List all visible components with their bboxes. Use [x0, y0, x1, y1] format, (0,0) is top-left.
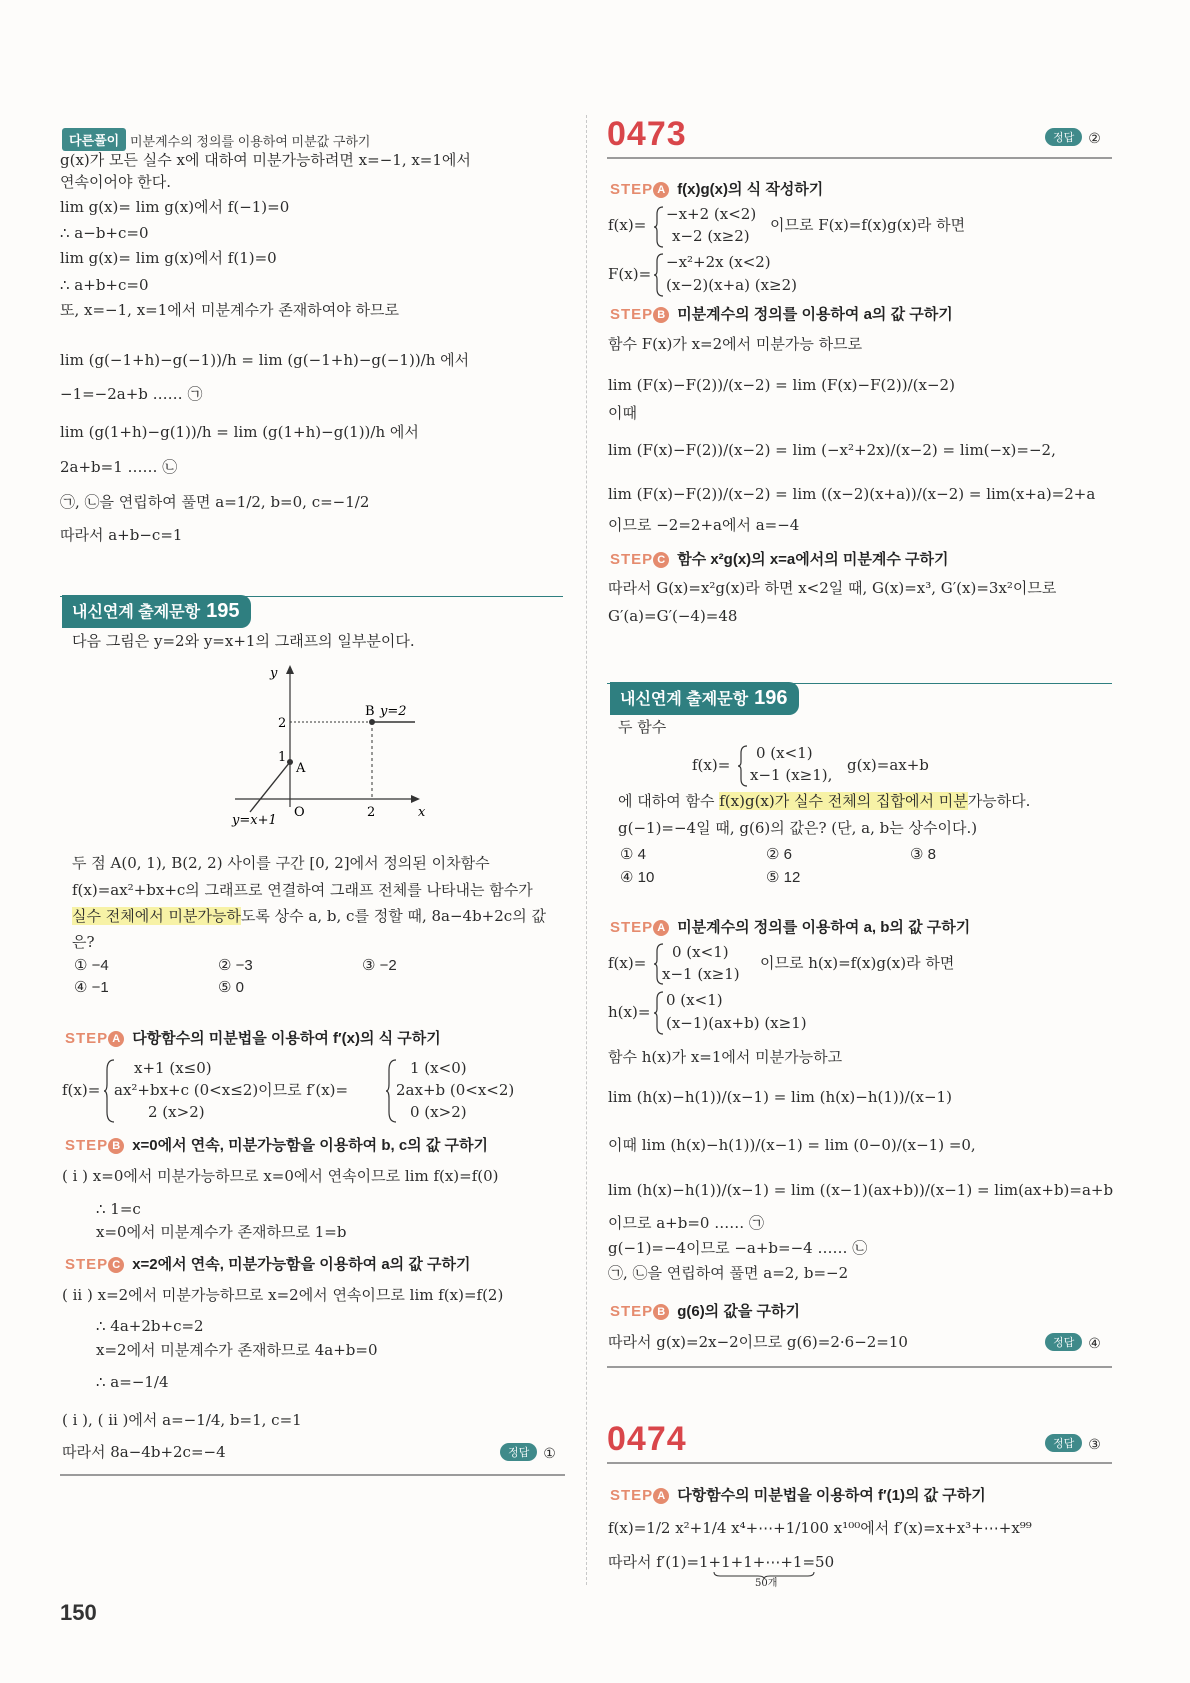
alt-line-5: ∴ a+b+c=0 — [60, 276, 149, 294]
step-196-b-mark: B — [653, 1304, 669, 1320]
choice-196-5[interactable]: ⑤ 12 — [766, 869, 801, 886]
step-196-a-line-4: h(x)= — [608, 1003, 651, 1021]
step-0473-c-mark: C — [653, 552, 669, 568]
answer-0473-value: ② — [1088, 130, 1101, 146]
choice-195-3[interactable]: ③ −2 — [362, 957, 397, 974]
rule-196-bottom — [607, 1366, 1112, 1368]
answer-0473-pill: 정답 — [1045, 128, 1082, 146]
graph-line-yx1 — [250, 762, 290, 812]
answer-0474-value: ③ — [1088, 1436, 1101, 1452]
def196-line-2: x−1 (x≥1), — [750, 766, 833, 784]
graph-x-label: x — [418, 805, 426, 820]
graph-tick-y1: 1 — [278, 750, 287, 765]
alt-line-3: ∴ a−b+c=0 — [60, 224, 149, 242]
step-0474-a-line-0: f(x)=1/2 x²+1/4 x⁴+⋯+1/100 x¹⁰⁰에서 f′(x)=x+x³+⋯+x⁹⁹ — [608, 1519, 1032, 1537]
answer-0474-pill: 정답 — [1045, 1434, 1082, 1452]
step-0473-b-label: STEP — [610, 306, 654, 323]
column-divider — [586, 115, 587, 1585]
brace-0473-F — [654, 252, 664, 298]
step-0473-a — [610, 178, 823, 199]
step-196-a-line-5: 0 (x<1) — [666, 991, 723, 1009]
step-0473-c-label: STEP — [610, 551, 654, 568]
problem-0473-number: 0473 — [607, 115, 687, 153]
step-196-a — [610, 916, 970, 937]
step-0474-a-title: 다항함수의 미분법을 이용하여 f′(1)의 값 구하기 — [677, 1487, 986, 1504]
graph-label-yx1: y=x+1 — [232, 813, 277, 828]
alt-line-2: lim g(x)= lim g(x)에서 f(−1)=0 — [60, 198, 290, 216]
step-196-b — [610, 1300, 800, 1321]
step-0473-c-line-0: 따라서 G(x)=x²g(x)라 하면 x<2일 때, G(x)=x³, G′(x)=3x²이므로 — [608, 579, 1057, 597]
step-195-b-line-0: ( i ) x=0에서 미분가능하므로 x=0에서 연속이므로 lim f(x)=f(0) — [62, 1167, 499, 1185]
choice-195-1[interactable]: ① −4 — [74, 957, 109, 974]
f-eq-195: f(x)= — [62, 1081, 101, 1099]
q195-line-1: f(x)=ax²+bx+c의 그래프로 연결하여 그래프 전체를 나타내는 함수가 — [72, 881, 533, 899]
choice-196-4[interactable]: ④ 10 — [620, 869, 655, 886]
step-196-b-title: g(6)의 값을 구하기 — [677, 1303, 800, 1320]
problem-196-intro: 두 함수 — [618, 718, 667, 736]
step-196-a-line-9: 이때 lim (h(x)−h(1))/(x−1) = lim (0−0)/(x−1) =0, — [608, 1136, 976, 1154]
step-195-b-label: STEP — [65, 1137, 109, 1154]
step-0473-a-line-6: (x−2)(x+a) (x≥2) — [666, 276, 797, 294]
alt-line-1: 연속이어야 한다. — [60, 173, 171, 191]
q196-pre: 에 대하여 함수 — [618, 792, 720, 810]
brace-0473-f — [654, 205, 664, 249]
left-bottom-rule — [60, 1474, 565, 1476]
step-196-a-line-10: lim (h(x)−h(1))/(x−1) = lim ((x−1)(ax+b))/(x−1) = lim(ax+b)=a+b — [608, 1181, 1114, 1199]
step-0474-a-label: STEP — [610, 1487, 654, 1504]
problem-195-banner-number: 195 — [206, 600, 240, 622]
graph-x-arrow — [411, 795, 420, 803]
step-195-b-line-2: x=0에서 미분계수가 존재하므로 1=b — [96, 1223, 347, 1241]
choice-195-2[interactable]: ② −3 — [218, 957, 253, 974]
q195-line-2 — [72, 906, 546, 926]
step-195-c-line-0: ( ii ) x=2에서 미분가능하므로 x=2에서 연속이므로 lim f(x)=f(2) — [62, 1286, 504, 1304]
step-195-a-line-4: 2ax+b (0<x<2) — [396, 1081, 515, 1099]
step-0473-b-line-4: lim (F(x)−F(2))/(x−2) = lim ((x−2)(x+a))/(x−2) = lim(x+a)=2+a — [608, 485, 1096, 503]
step-196-a-label: STEP — [610, 919, 654, 936]
graph-point-b — [369, 719, 375, 725]
step-0473-a-line-3: 이므로 F(x)=f(x)g(x)라 하면 — [770, 216, 966, 234]
step-195-c — [65, 1253, 470, 1274]
answer-195 — [500, 1443, 556, 1462]
step-0474-a-line-2: 50개 — [755, 1578, 778, 1589]
rule-0474 — [607, 1462, 1112, 1464]
step-196-a-line-11: 이므로 a+b=0 …… ㉠ — [608, 1214, 764, 1232]
step-195-c-line-3: ∴ a=−1/4 — [96, 1373, 169, 1391]
graph-label-y2: y=2 — [380, 704, 407, 719]
step-195-a-mark: A — [108, 1031, 124, 1047]
step-195-a-line-5: 0 (x>2) — [410, 1103, 467, 1121]
step-0473-a-line-0: f(x)= — [608, 216, 647, 234]
step-196-a-line-6: (x−1)(ax+b) (x≥1) — [666, 1014, 807, 1032]
step-0473-b-line-5: 이므로 −2=2+a에서 a=−4 — [608, 516, 800, 534]
graph-tick-y2: 2 — [278, 716, 287, 731]
answer-196-pill: 정답 — [1045, 1333, 1082, 1351]
step-0473-b — [610, 303, 953, 324]
step-195-c-line-1: ∴ 4a+2b+c=2 — [96, 1317, 204, 1335]
answer-196 — [1045, 1333, 1101, 1352]
q195-highlight: 실수 전체에서 미분가능하 — [72, 907, 241, 925]
problem-196-banner-label: 내신연계 출제문항 — [620, 691, 749, 708]
step-195-c-line-5: 따라서 8a−4b+2c=−4 — [62, 1443, 226, 1461]
def196-line-1: 0 (x<1) — [756, 744, 813, 762]
step-196-a-line-8: lim (h(x)−h(1))/(x−1) = lim (h(x)−h(1))/(x−1) — [608, 1088, 952, 1106]
step-196-b-label: STEP — [610, 1303, 654, 1320]
problem-196-banner — [610, 682, 799, 715]
choice-195-4[interactable]: ④ −1 — [74, 979, 109, 996]
step-0473-a-line-5: −x²+2x (x<2) — [666, 253, 771, 271]
step-196-a-line-0: f(x)= — [608, 954, 647, 972]
step-0473-a-line-2: x−2 (x≥2) — [672, 227, 750, 245]
page-number: 150 — [60, 1600, 97, 1625]
q196-highlight: f(x)g(x)가 실수 전체의 집합에서 미분 — [719, 792, 968, 810]
step-0473-c-title: 함수 x²g(x)의 x=a에서의 미분계수 구하기 — [677, 551, 949, 568]
step-195-b — [65, 1134, 488, 1155]
graph-label-b: B — [365, 704, 375, 719]
step-195-a-line-0: x+1 (x≤0) — [134, 1059, 212, 1077]
step-0473-b-line-1: lim (F(x)−F(2))/(x−2) = lim (F(x)−F(2))/(x−2) — [608, 376, 955, 394]
step-195-b-mark: B — [108, 1138, 124, 1154]
step-0473-c-line-1: G′(a)=G′(−4)=48 — [608, 607, 738, 625]
brace-196-h — [654, 990, 664, 1036]
step-196-a-line-12: g(−1)=−4이므로 −a+b=−4 …… ㉡ — [608, 1239, 868, 1257]
step-195-a-line-3: 1 (x<0) — [410, 1059, 467, 1077]
q195-line-2-rest: 도록 상수 a, b, c를 정할 때, 8a−4b+2c의 값 — [240, 907, 546, 925]
alt-line-11: ㉠, ㉡을 연립하여 풀면 a=1/2, b=0, c=−1/2 — [60, 493, 370, 511]
alt-line-0: g(x)가 모든 실수 x에 대하여 미분가능하려면 x=−1, x=1에서 — [60, 151, 471, 169]
alt-line-7: lim (g(−1+h)−g(−1))/h = lim (g(−1+h)−g(−1))/h 에서 — [60, 351, 470, 369]
step-195-a — [65, 1027, 441, 1048]
step-196-a-line-7: 함수 h(x)가 x=1에서 미분가능하고 — [608, 1048, 843, 1066]
q196-line-1 — [618, 791, 1030, 811]
graph-tick-x2: 2 — [367, 805, 376, 820]
def196-line-3: g(x)=ax+b — [847, 756, 929, 774]
step-196-a-line-13: ㉠, ㉡을 연립하여 풀면 a=2, b=−2 — [608, 1264, 849, 1282]
alt-line-4: lim g(x)= lim g(x)에서 f(1)=0 — [60, 249, 277, 267]
alt-line-8: −1=−2a+b …… ㉠ — [60, 385, 203, 403]
problem-195-banner-label: 내신연계 출제문항 — [72, 604, 201, 621]
graph-point-a — [287, 759, 293, 765]
alt-solution-title: 미분계수의 정의를 이용하여 미분값 구하기 — [130, 134, 371, 149]
step-195-c-line-4: ( i ), ( ii )에서 a=−1/4, b=1, c=1 — [62, 1411, 302, 1429]
step-196-a-line-2: x−1 (x≥1) — [662, 965, 740, 983]
answer-0474 — [1045, 1434, 1101, 1453]
step-0473-b-line-2: 이때 — [608, 404, 637, 422]
problem-195-intro: 다음 그림은 y=2와 y=x+1의 그래프의 일부분이다. — [72, 632, 415, 650]
brace-196-def — [738, 744, 748, 788]
answer-195-pill: 정답 — [500, 1443, 537, 1461]
step-195-a-title: 다항함수의 미분법을 이용하여 f′(x)의 식 구하기 — [132, 1030, 441, 1047]
step-196-a-line-1: 0 (x<1) — [672, 943, 729, 961]
step-0474-a-line-1: 따라서 f′(1)=1+1+1+⋯+1=50 — [608, 1553, 835, 1571]
q195-line-3: 은? — [72, 933, 95, 951]
answer-195-value: ① — [543, 1445, 556, 1461]
step-0474-a-mark: A — [653, 1488, 669, 1504]
step-0473-a-line-4: F(x)= — [608, 265, 652, 283]
q196-line-2: g(−1)=−4일 때, g(6)의 값은? (단, a, b는 상수이다.) — [618, 819, 978, 837]
alt-line-9: lim (g(1+h)−g(1))/h = lim (g(1+h)−g(1))/h 에서 — [60, 423, 419, 441]
graph-y-label: y — [270, 666, 278, 681]
alt-solution-tag: 다른풀이 — [62, 128, 126, 151]
step-195-c-mark: C — [108, 1257, 124, 1273]
alt-line-12: 따라서 a+b−c=1 — [60, 526, 183, 544]
choice-196-1[interactable]: ① 4 — [620, 846, 646, 863]
choice-196-2[interactable]: ② 6 — [766, 846, 792, 863]
step-195-b-title: x=0에서 연속, 미분가능함을 이용하여 b, c의 값 구하기 — [132, 1137, 488, 1154]
problem-0474-number: 0474 — [607, 1420, 687, 1458]
step-0473-b-line-3: lim (F(x)−F(2))/(x−2) = lim (−x²+2x)/(x−2) = lim(−x)=−2, — [608, 441, 1056, 459]
problem-196-banner-number: 196 — [754, 687, 788, 709]
step-195-c-label: STEP — [65, 1256, 109, 1273]
step-195-b-line-1: ∴ 1=c — [96, 1200, 141, 1218]
answer-196-value: ④ — [1088, 1335, 1101, 1351]
step-195-c-title: x=2에서 연속, 미분가능함을 이용하여 a의 값 구하기 — [132, 1256, 471, 1273]
alt-line-6: 또, x=−1, x=1에서 미분계수가 존재하여야 하므로 — [60, 301, 399, 319]
step-0473-b-title: 미분계수의 정의를 이용하여 a의 값 구하기 — [677, 306, 953, 323]
step-196-b-line-0: 따라서 g(x)=2x−2이므로 g(6)=2·6−2=10 — [608, 1333, 908, 1351]
rule-0473 — [607, 157, 1112, 159]
choice-196-3[interactable]: ③ 8 — [910, 846, 936, 863]
alt-line-10: 2a+b=1 …… ㉡ — [60, 458, 178, 476]
step-195-a-line-2: 2 (x>2) — [148, 1103, 205, 1121]
step-195-a-label: STEP — [65, 1030, 109, 1047]
graph-y-arrow — [286, 665, 294, 674]
choice-195-5[interactable]: ⑤ 0 — [218, 979, 244, 996]
step-0473-b-line-0: 함수 F(x)가 x=2에서 미분가능 하므로 — [608, 335, 863, 353]
graph-origin-label: O — [294, 805, 305, 820]
problem-195-graph — [220, 662, 430, 832]
def196-line-0: f(x)= — [692, 756, 731, 774]
step-0473-c — [610, 548, 949, 569]
answer-0473 — [1045, 128, 1101, 147]
problem-195-banner — [62, 595, 251, 628]
graph-label-a: A — [296, 761, 306, 776]
step-0473-b-mark: B — [653, 307, 669, 323]
step-0473-a-mark: A — [653, 182, 669, 198]
step-0474-a — [610, 1484, 986, 1505]
step-195-c-line-2: x=2에서 미분계수가 존재하므로 4a+b=0 — [96, 1341, 378, 1359]
step-195-a-line-1: ax²+bx+c (0<x≤2)이므로 f′(x)= — [114, 1081, 349, 1099]
q195-line-0: 두 점 A(0, 1), B(2, 2) 사이를 구간 [0, 2]에서 정의된 이차함수 — [72, 854, 490, 872]
step-0473-a-line-1: −x+2 (x<2) — [666, 205, 757, 223]
step-0473-a-label: STEP — [610, 181, 654, 198]
step-196-a-line-3: 이므로 h(x)=f(x)g(x)라 하면 — [760, 954, 955, 972]
step-0473-a-title: f(x)g(x)의 식 작성하기 — [677, 181, 824, 198]
step-196-a-mark: A — [653, 920, 669, 936]
q196-post: 가능하다. — [967, 792, 1031, 810]
step-196-a-title: 미분계수의 정의를 이용하여 a, b의 값 구하기 — [677, 919, 971, 936]
